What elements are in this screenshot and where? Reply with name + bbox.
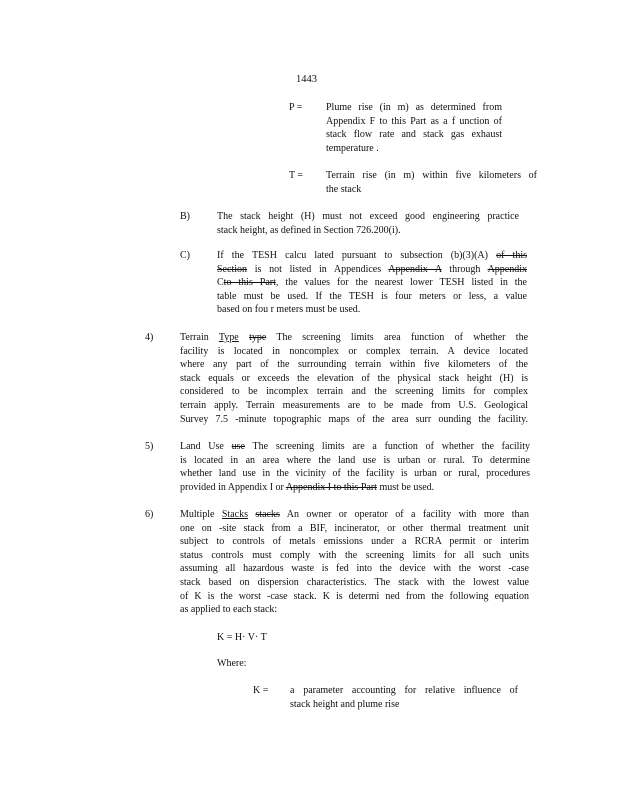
item-c-strike-run: Section	[217, 263, 247, 275]
item-c-text	[217, 249, 527, 317]
item-6-line: subject to controls of metals emissions under a RCRA permit or interim	[180, 536, 529, 548]
item-c-strike-run: of this	[496, 250, 528, 261]
definition-t-term: T =	[289, 170, 304, 181]
item-6-line: assuming all hazardous waste is fed into the device with the worst -case	[180, 563, 529, 575]
page-number: 1443	[296, 74, 317, 85]
item-c-text-run: , the values for the nearest lower TESH listed in the	[275, 277, 527, 289]
item-6-text-run: An owner or operator of a facility with more than	[286, 509, 529, 520]
definition-t-line: Terrain rise (in m) within five kilometers of	[326, 170, 537, 181]
item-6-line: as applied to each stack:	[180, 604, 278, 616]
item-4-line: where any part of the surrounding terrain within five kilometers of the	[180, 359, 528, 371]
item-c-line-4: table must be used. If the TESH is four meters or less, a value	[217, 290, 527, 302]
item-5-text-run: The screening limits are a function of whether the facility	[252, 441, 530, 452]
item-6-text	[180, 508, 529, 617]
item-4-heading-underlined: Type	[218, 332, 239, 343]
item-4-heading-struck: type	[249, 332, 267, 343]
item-c-text-run: C	[217, 277, 224, 289]
item-c-strike-run: Appendix A	[388, 263, 442, 275]
definition-p-text	[326, 101, 502, 155]
item-5-heading: Land Use	[180, 441, 224, 452]
item-5-text-run: must be used.	[379, 481, 435, 493]
item-b-label: B)	[180, 211, 190, 222]
item-4-text	[180, 331, 528, 426]
item-5-line-4	[180, 481, 530, 495]
definition-p-line: temperature .	[326, 142, 379, 154]
item-6-line: status controls must comply with the screening limits for all such units	[180, 549, 529, 561]
item-4-line: stack equals or exceeds the elevation of the physical stack height (H) is	[180, 372, 528, 384]
item-6-line: of K is the worst -case stack. K is determi ned from the following equation	[180, 590, 529, 602]
item-b-line: The stack height (H) must not exceed good engineering practice	[217, 211, 519, 222]
definition-k-line: a parameter accounting for relative influence of	[290, 685, 518, 696]
item-5-strike-run: Appendix I to this Part	[285, 481, 377, 493]
item-4-label: 4)	[145, 332, 154, 343]
item-c-line-1	[217, 249, 527, 263]
item-4-line: considered to be incomplex terrain and the screening limits for complex	[180, 386, 528, 398]
item-6-line-1	[180, 508, 529, 522]
item-c-line-3	[217, 276, 527, 290]
item-5-line: is located in an area where the land use is urban or rural. To determine	[180, 454, 530, 466]
item-b-text	[217, 210, 519, 237]
definition-k-term: K =	[253, 685, 269, 696]
item-4-text-run: The screening limits area function of whether the	[276, 332, 529, 343]
item-c-text-run: is not listed in Appendices	[254, 263, 382, 275]
item-c-strike-run: Appendix	[487, 263, 528, 275]
item-5-line: whether land use in the vicinity of the facility is urban or rural, procedures	[180, 468, 530, 480]
item-6-heading-underlined: Stacks	[221, 509, 248, 520]
item-5-heading-struck: use	[231, 441, 245, 452]
item-c-label: C)	[180, 250, 190, 261]
definition-t-line: the stack	[326, 183, 362, 195]
item-4-line-1	[180, 331, 528, 345]
definition-t-text	[326, 169, 537, 196]
item-c-line-5: based on fou r meters must be used.	[217, 304, 361, 316]
item-6-heading-struck: stacks	[255, 509, 280, 520]
definition-p-line: stack flow rate and stack gas exhaust	[326, 129, 502, 141]
definition-p-line: Appendix F to this Part as a f unction of	[326, 115, 502, 127]
definition-k-text	[290, 684, 518, 711]
item-4-line: terrain apply. Terrain measurements are to be made from U.S. Geological	[180, 399, 528, 411]
equation: K = H· V· T	[217, 632, 267, 643]
definition-p-line: Plume rise (in m) as determined from	[326, 102, 502, 113]
item-c-text-run: through	[449, 263, 481, 275]
item-6-label: 6)	[145, 509, 154, 520]
item-c-text-run: If the TESH calcu lated pursuant to subsection (b)(3)(A)	[217, 250, 488, 261]
item-6-line: stack based on dispersion characteristics. The stack with the lowest value	[180, 576, 529, 588]
item-4-line: Survey 7.5 -minute topographic maps of the area surr ounding the facility.	[180, 413, 528, 425]
item-5-line-1	[180, 440, 530, 454]
item-5-text-run: provided in Appendix I or	[180, 481, 284, 493]
item-c-strike-run: to this Part	[223, 277, 276, 289]
where-label: Where:	[217, 658, 247, 669]
item-4-line: facility is located in noncomplex or complex terrain. A device located	[180, 345, 528, 357]
item-c-line-2	[217, 263, 527, 277]
item-5-label: 5)	[145, 441, 154, 452]
item-b-line: stack height, as defined in Section 726.200(i).	[217, 224, 401, 236]
item-6-line: one on -site stack from a BIF, incinerator, or other thermal treatment unit	[180, 522, 529, 534]
item-4-heading: Terrain	[180, 332, 209, 343]
item-5-text	[180, 440, 530, 494]
definition-p-term: P =	[289, 102, 303, 113]
item-6-heading: Multiple	[180, 509, 215, 520]
definition-k-line: stack height and plume rise	[290, 698, 400, 710]
